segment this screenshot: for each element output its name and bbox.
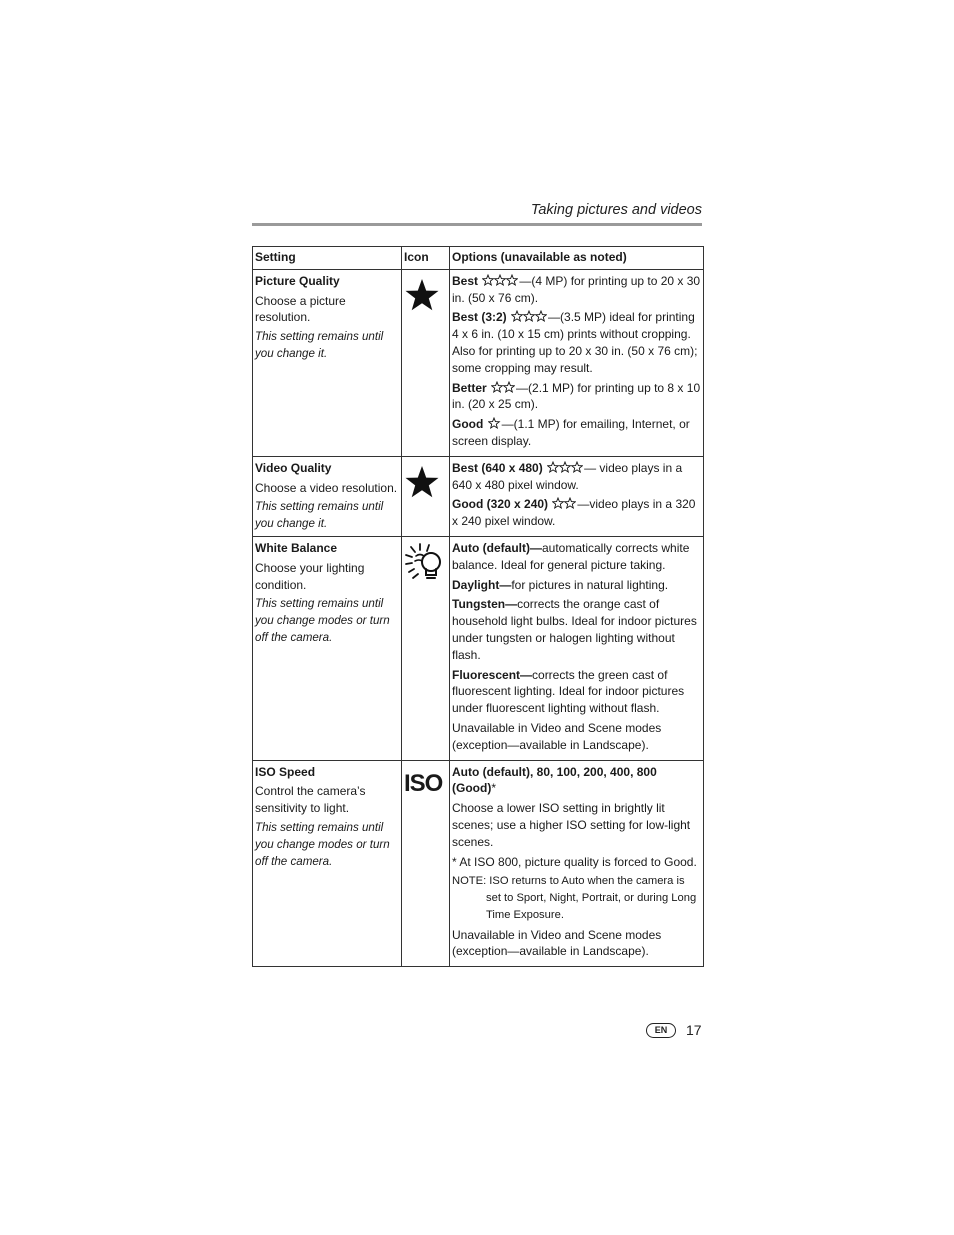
two-stars-icon xyxy=(552,497,576,510)
option-label: Daylight— xyxy=(452,577,512,592)
option-text: —(2.1 MP) for printing up to 8 x 10 in. (20 x 25 cm). xyxy=(452,380,701,412)
options-cell xyxy=(450,536,704,760)
option-text: —video plays in a 320 x 240 pixel window. xyxy=(452,497,696,529)
star-icon xyxy=(404,464,440,500)
setting-note: This setting remains until you change modes or turn off the camera. xyxy=(255,597,390,644)
column-header-options: Options (unavailable as noted) xyxy=(450,247,704,270)
setting-cell xyxy=(253,536,402,760)
option-label: Auto (default)— xyxy=(452,540,542,555)
option-label: Best (640 x 480) xyxy=(452,460,543,475)
column-header-setting: Setting xyxy=(253,247,402,270)
option-unavailable xyxy=(452,720,701,754)
table-row-picture-quality xyxy=(253,269,704,456)
option-label: Best (3:2) xyxy=(452,310,507,325)
icon-cell xyxy=(402,760,450,967)
option-best xyxy=(452,273,701,307)
option-text: corrects the orange cast of household light bulbs. Ideal for indoor pictures under tungsten or halogen lighting without flash. xyxy=(452,597,697,662)
option-text: —(1.1 MP) for emailing, Internet, or screen display. xyxy=(452,417,690,448)
table-row-video-quality xyxy=(253,456,704,536)
icon-cell xyxy=(402,456,450,536)
iso-description: Choose a lower ISO setting in brightly lit scenes; use a higher ISO setting for low-light scenes. xyxy=(452,801,691,849)
three-stars-icon xyxy=(511,310,547,323)
iso-footnote: * At ISO 800, picture quality is forced to Good. xyxy=(452,854,697,869)
option-text: — video plays in a 640 x 480 pixel window. xyxy=(452,460,683,492)
iso-unavailable: Unavailable in Video and Scene modes (exception—available in Landscape). xyxy=(452,927,662,959)
setting-name: White Balance xyxy=(255,540,338,555)
setting-name: Video Quality xyxy=(255,460,332,475)
option-daylight xyxy=(452,577,701,594)
option-label: Best xyxy=(452,273,479,288)
setting-description: Choose a video resolution. xyxy=(255,480,398,495)
table-header-row xyxy=(253,247,704,270)
iso-values: Auto (default), 80, 100, 200, 400, 800 (Good) xyxy=(452,764,657,796)
options-cell xyxy=(450,760,704,967)
option-tungsten xyxy=(452,596,701,663)
setting-note: This setting remains until you change it. xyxy=(255,500,384,531)
setting-name: Picture Quality xyxy=(255,273,340,288)
option-auto xyxy=(452,540,701,574)
option-text: corrects the green cast of fluorescent lighting. Ideal for indoor pictures under fluorescent lighting without flash. xyxy=(452,667,685,716)
page-number: 17 xyxy=(686,1022,702,1038)
setting-description: Choose your lighting condition. xyxy=(255,560,365,592)
two-stars-icon xyxy=(491,381,515,394)
option-label: Good (320 x 240) xyxy=(452,497,549,512)
iso-note xyxy=(452,873,701,923)
options-cell xyxy=(450,269,704,456)
one-star-icon xyxy=(488,417,501,430)
iso-note-text: NOTE: ISO returns to Auto when the camera is set to Sport, Night, Portrait, or during Long Time Exposure. xyxy=(452,875,697,921)
option-text: —(3.5 MP) ideal for printing 4 x 6 in. (10 x 15 cm) prints without cropping. Also for printing up to 20 x 30 in. (50 x 76 cm); some cropping may result. xyxy=(452,310,698,375)
three-stars-icon xyxy=(482,274,518,287)
option-label: Fluorescent— xyxy=(452,667,533,682)
iso-icon: ISO xyxy=(404,769,443,797)
setting-cell xyxy=(253,456,402,536)
option-best-3-2 xyxy=(452,309,701,376)
white-balance-icon xyxy=(404,542,444,582)
setting-name: ISO Speed xyxy=(255,764,316,779)
option-text: —(4 MP) for printing up to 20 x 30 in. (50 x 76 cm). xyxy=(452,273,701,305)
option-label: Good xyxy=(452,417,484,432)
option-text: Unavailable in Video and Scene modes (exception—available in Landscape). xyxy=(452,720,662,752)
three-stars-icon xyxy=(547,461,583,474)
setting-description: Choose a picture resolution. xyxy=(255,293,346,325)
option-label: Better xyxy=(452,380,487,395)
setting-cell xyxy=(253,269,402,456)
option-fluorescent xyxy=(452,667,701,717)
setting-description: Control the camera’s sensitivity to light. xyxy=(255,784,366,816)
option-better xyxy=(452,380,701,414)
iso-asterisk: * xyxy=(491,781,496,796)
column-header-icon: Icon xyxy=(402,247,450,270)
star-icon xyxy=(404,277,440,313)
language-badge: EN xyxy=(646,1023,676,1038)
table-row-iso-speed xyxy=(253,760,704,967)
settings-table xyxy=(252,246,704,967)
icon-cell xyxy=(402,269,450,456)
option-good xyxy=(452,416,701,450)
option-best-640 xyxy=(452,460,701,494)
option-label: Tungsten— xyxy=(452,597,518,612)
setting-note: This setting remains until you change it. xyxy=(255,330,384,360)
option-good-320 xyxy=(452,496,701,530)
iso-options-heading xyxy=(452,764,701,798)
option-text: automatically corrects white balance. Ideal for general picture taking. xyxy=(452,540,690,572)
options-cell xyxy=(450,456,704,536)
setting-cell xyxy=(253,760,402,967)
table-row-white-balance xyxy=(253,536,704,760)
option-text: for pictures in natural lighting. xyxy=(511,577,669,592)
header-rule xyxy=(252,223,702,226)
page-header-title: Taking pictures and videos xyxy=(530,202,702,218)
icon-cell xyxy=(402,536,450,760)
setting-note: This setting remains until you change modes or turn off the camera. xyxy=(255,820,390,868)
